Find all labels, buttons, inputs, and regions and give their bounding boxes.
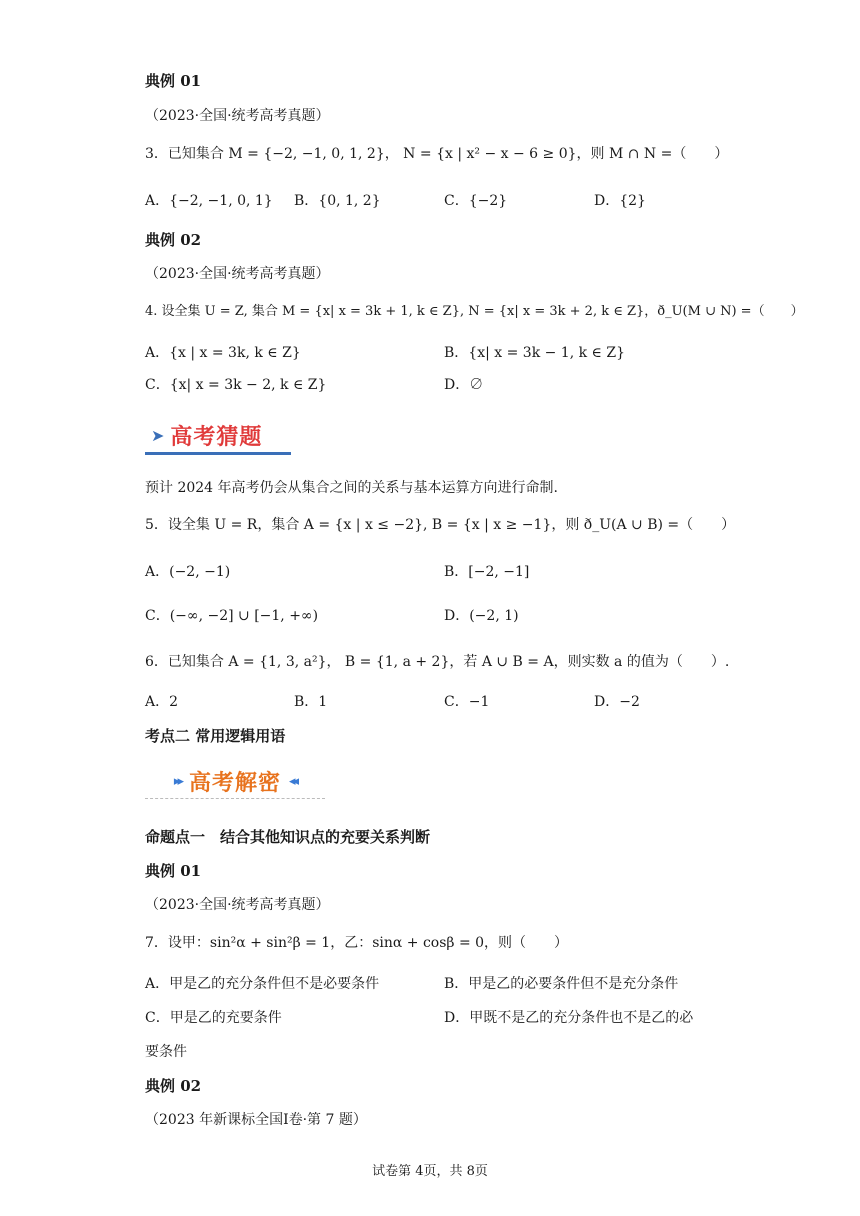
q5-option-c: C．(−∞, −2] ∪ [−1, +∞) <box>145 608 319 624</box>
gaokao-decode-banner <box>145 764 325 799</box>
q3-option-a: A．{−2, −1, 0, 1} <box>145 193 273 209</box>
gaokao-guess-banner <box>145 418 291 455</box>
q3-option-d: D．{2} <box>594 193 646 209</box>
example-heading-01: 典例 01 <box>145 862 202 880</box>
q4-option-d: D．∅ <box>444 377 484 393</box>
q4-option-a: A．{x | x = 3k, k ∈ Z} <box>145 345 301 361</box>
q7-option-a: A．甲是乙的充分条件但不是必要条件 <box>145 976 380 992</box>
example-source: （2023·全国·统考高考真题） <box>145 266 330 282</box>
question-3: 3．已知集合 M = {−2, −1, 0, 1, 2}， N = {x | x² − x − 6 ≥ 0}，则 M ∩ N =（ ） <box>145 146 729 162</box>
question-5: 5．设全集 U = R，集合 A = {x | x ≤ −2}, B = {x | x ≥ −1}，则 ð_U(A ∪ B) =（ ） <box>145 517 736 533</box>
q4-option-b: B．{x| x = 3k − 1, k ∈ Z} <box>444 345 625 361</box>
q4-option-c: C．{x| x = 3k − 2, k ∈ Z} <box>145 377 327 393</box>
example-heading-02: 典例 02 <box>145 1077 202 1095</box>
page-footer: 试卷第 4页，共 8页 <box>372 1164 488 1179</box>
q7-option-d-continued: 要条件 <box>145 1044 187 1060</box>
q6-option-c: C．−1 <box>444 694 490 710</box>
example-source: （2023·全国·统考高考真题） <box>145 897 330 913</box>
q7-option-d: D．甲既不是乙的充分条件也不是乙的必 <box>444 1010 694 1026</box>
q3-option-c: C．{−2} <box>444 193 508 209</box>
banner-title: 高考解密 <box>188 770 281 796</box>
question-4: 4. 设全集 U = Z, 集合 M = {x| x = 3k + 1, k ∈ Z}, N = {x| x = 3k + 2, k ∈ Z}，ð_U(M ∪ N) =（ ） <box>145 304 804 319</box>
q6-option-a: A．2 <box>145 694 179 710</box>
example-source: （2023 年新课标全国Ⅰ卷·第 7 题） <box>145 1112 367 1128</box>
arrow-right-icon: ➤ <box>151 425 165 445</box>
example-heading-01: 典例 01 <box>145 72 202 90</box>
example-source: （2023·全国·统考高考真题） <box>145 108 330 124</box>
q3-option-b: B．{0, 1, 2} <box>294 193 381 209</box>
question-7: 7．设甲：sin²α + sin²β = 1，乙：sinα + cosβ = 0，则（ ） <box>145 935 569 951</box>
question-6: 6．已知集合 A = {1, 3, a²}， B = {1, a + 2}，若 A ∪ B = A，则实数 a 的值为（ ）. <box>145 654 730 670</box>
example-heading-02: 典例 02 <box>145 231 202 249</box>
q5-option-d: D．(−2, 1) <box>444 608 519 624</box>
q6-option-b: B．1 <box>294 694 328 710</box>
q7-option-c: C．甲是乙的充要条件 <box>145 1010 282 1026</box>
double-arrow-right-icon: ▸▸ <box>173 773 181 789</box>
banner-title: 高考猜题 <box>170 424 263 450</box>
q5-option-a: A．(−2, −1) <box>145 564 231 580</box>
section-title: 考点二 常用逻辑用语 <box>145 727 286 745</box>
double-arrow-left-icon: ◂◂ <box>289 773 297 789</box>
guess-intro: 预计 2024 年高考仍会从集合之间的关系与基本运算方向进行命制. <box>145 480 558 496</box>
q6-option-d: D．−2 <box>594 694 640 710</box>
q7-option-b: B．甲是乙的必要条件但不是充分条件 <box>444 976 679 992</box>
q5-option-b: B．[−2, −1] <box>444 564 530 580</box>
topic-heading: 命题点一 结合其他知识点的充要关系判断 <box>145 828 431 846</box>
